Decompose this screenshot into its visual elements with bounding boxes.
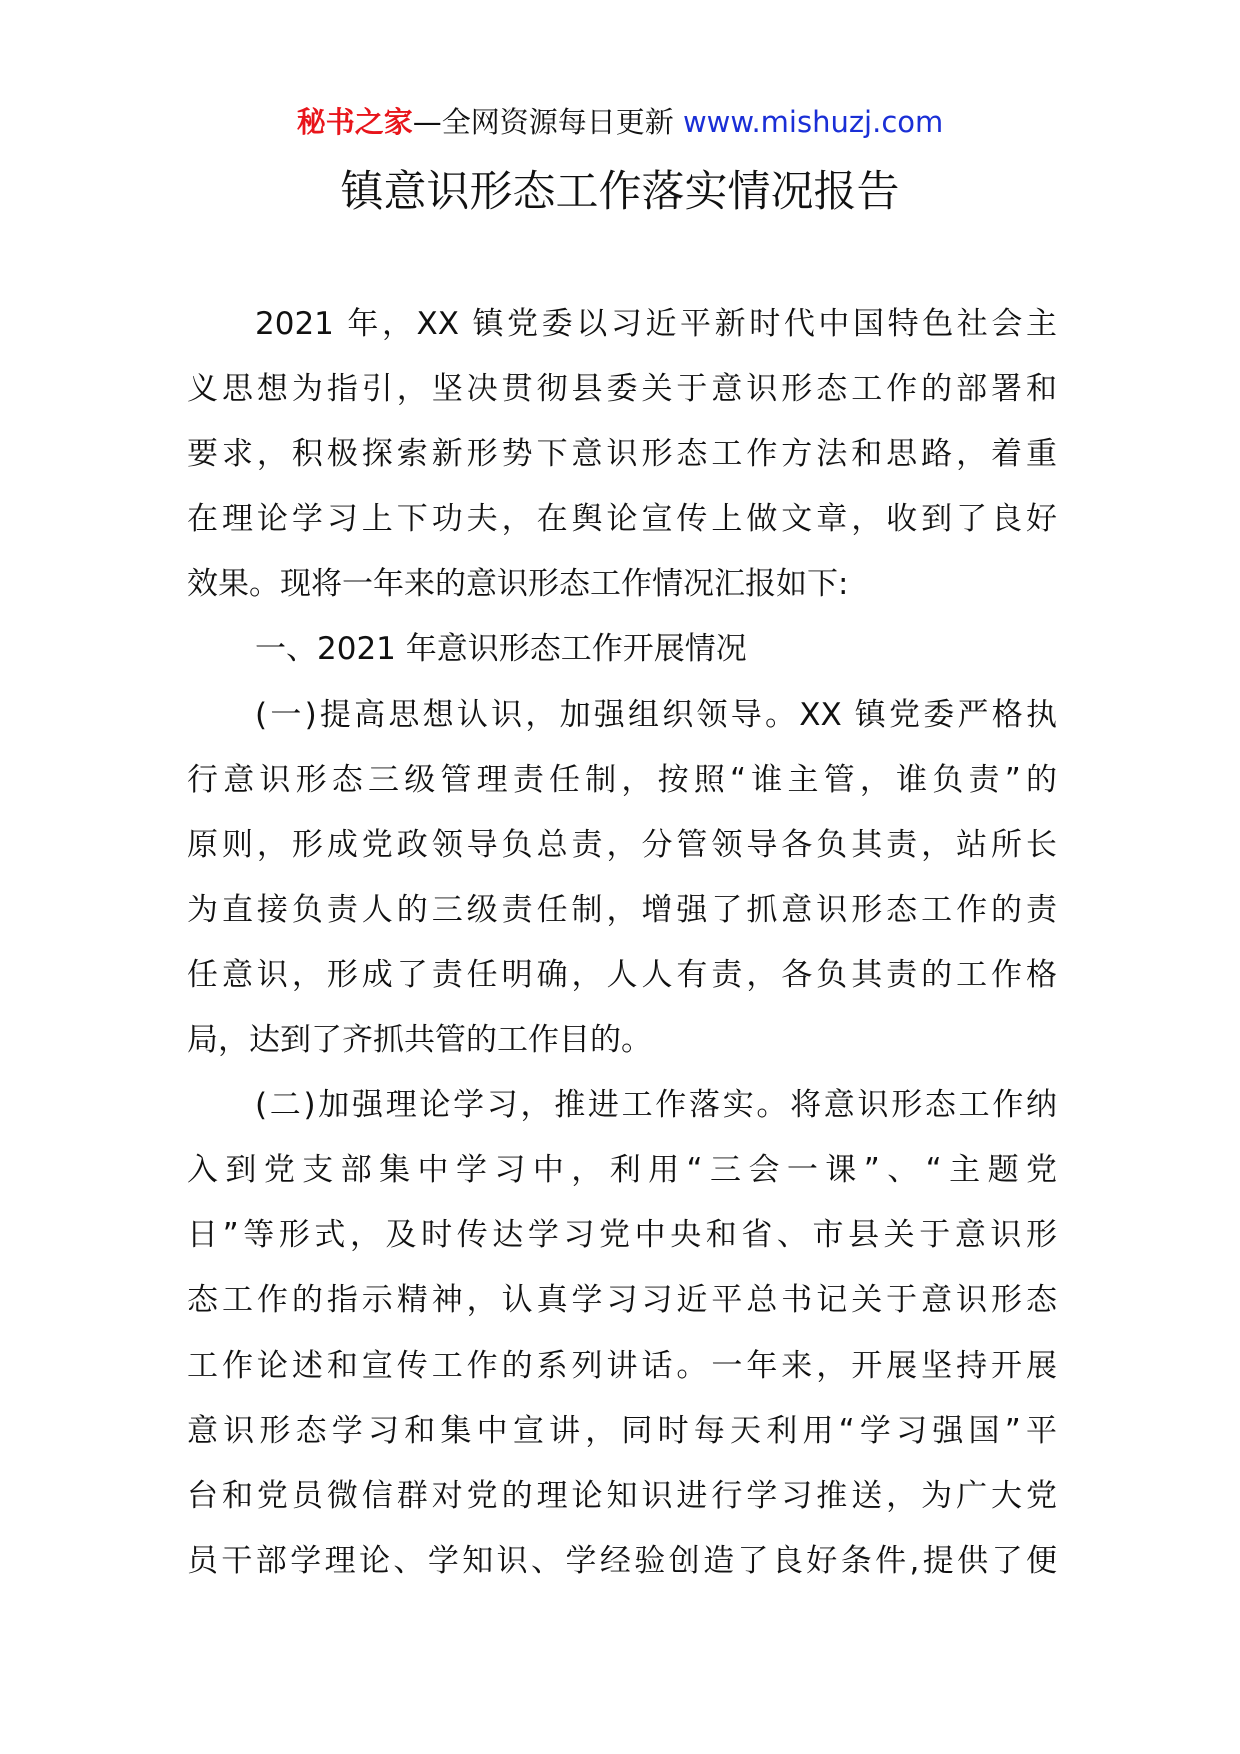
body-line: 日”等形式，及时传达学习党中央和省、市县关于意识形 [187,1217,1057,1254]
body-line: 为直接负责人的三级责任制，增强了抓意识形态工作的责 [187,891,1057,928]
document-title: 镇意识形态工作落实情况报告 [340,167,900,217]
body-line: 台和党员微信群对党的理论知识进行学习推送，为广大党 [187,1477,1057,1514]
body-line: 在理论学习上下功夫，在舆论宣传上做文章，收到了良好 [187,501,1057,538]
body-line: 要求，积极探索新形势下意识形态工作方法和思路，着重 [187,436,1057,473]
body-line: 态工作的指示精神，认真学习习近平总书记关于意识形态 [187,1282,1057,1319]
body-line: 员干部学理论、学知识、学经验创造了良好条件,提供了便 [187,1542,1057,1579]
document-body [187,292,1057,1594]
body-line: 义思想为指引，坚决贯彻县委关于意识形态工作的部署和 [187,371,1057,408]
site-url-link[interactable]: www.mishuzj.com [682,105,944,139]
body-line: (一)提高思想认识，加强组织领导。XX 镇党委严格执 [255,696,1057,733]
body-line: 入到党支部集中学习中，利用“三会一课”、“主题党 [187,1152,1057,1189]
body-line: 意识形态学习和集中宣讲，同时每天利用“学习强国”平 [187,1412,1057,1449]
body-line: 2021 年，XX 镇党委以习近平新时代中国特色社会主 [255,306,1057,342]
body-line: (二)加强理论学习，推进工作落实。将意识形态工作纳 [255,1087,1057,1124]
site-slogan: —全网资源每日更新 [412,105,683,139]
body-line: 效果。现将一年来的意识形态工作情况汇报如下: [187,566,849,603]
body-line: 一、2021 年意识形态工作开展情况 [255,631,747,668]
body-line: 原则，形成党政领导负总责，分管领导各负其责，站所长 [187,826,1057,863]
site-brand: 秘书之家 [296,105,413,139]
site-header [0,100,1240,144]
body-line: 任意识，形成了责任明确，人人有责，各负其责的工作格 [187,956,1057,993]
body-line: 工作论述和宣传工作的系列讲话。一年来，开展坚持开展 [187,1347,1057,1384]
body-line: 行意识形态三级管理责任制，按照“谁主管，谁负责”的 [187,761,1057,798]
body-line: 局，达到了齐抓共管的工作目的。 [187,1022,652,1059]
